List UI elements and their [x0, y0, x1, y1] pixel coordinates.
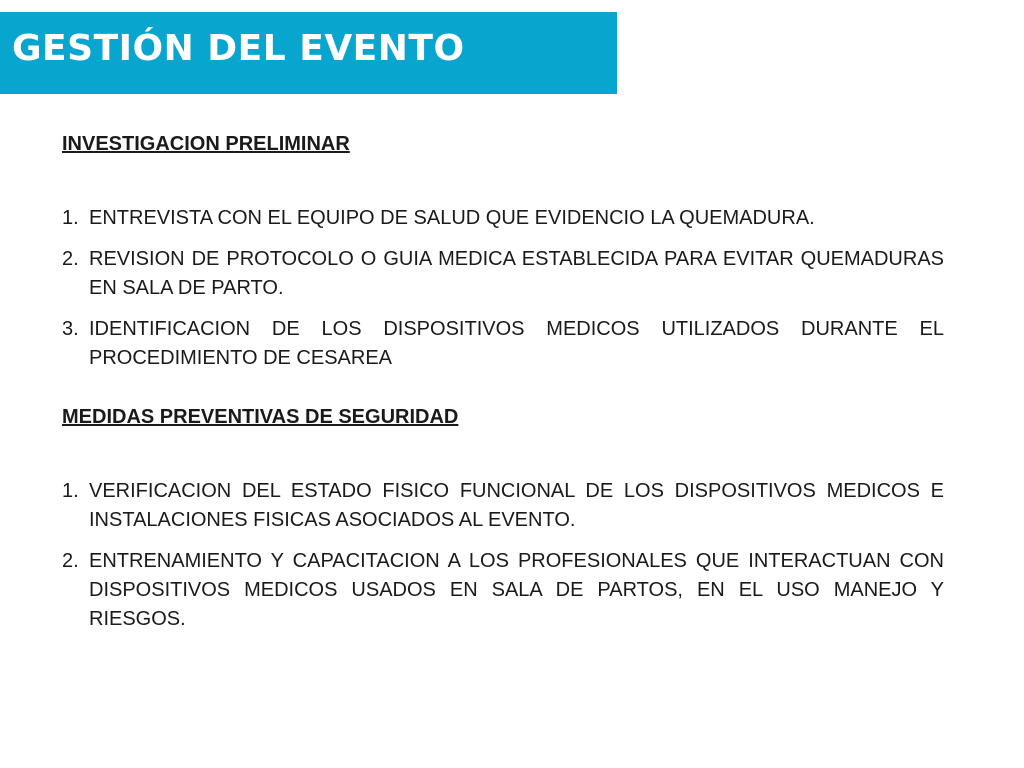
investigacion-list — [62, 204, 944, 373]
list-item-number: 1. — [62, 480, 79, 502]
list-item-number: 2. — [62, 248, 79, 270]
list-item-text: ENTREVISTA CON EL EQUIPO DE SALUD QUE EVIDENCIO LA QUEMADURA. — [89, 207, 815, 229]
list-item-text: IDENTIFICACION DE LOS DISPOSITIVOS MEDICOS UTILIZADOS DURANTE EL PROCEDIMIENTO DE CESAREA — [89, 318, 944, 369]
list-item-number: 3. — [62, 318, 79, 340]
list-item — [62, 477, 944, 535]
list-item-number: 2. — [62, 550, 79, 572]
title-banner — [0, 12, 617, 94]
list-item-text: VERIFICACION DEL ESTADO FISICO FUNCIONAL DE LOS DISPOSITIVOS MEDICOS E INSTALACIONES FISICAS ASOCIADOS AL EVENTO. — [89, 480, 944, 531]
list-item — [62, 245, 944, 303]
list-item — [62, 547, 944, 634]
page-title: GESTIÓN DEL EVENTO — [12, 28, 465, 69]
section-heading-medidas: MEDIDAS PREVENTIVAS DE SEGURIDAD — [62, 406, 459, 428]
list-item-text: REVISION DE PROTOCOLO O GUIA MEDICA ESTABLECIDA PARA EVITAR QUEMADURAS EN SALA DE PARTO. — [89, 248, 944, 299]
list-item — [62, 315, 944, 373]
section-heading-investigacion: INVESTIGACION PRELIMINAR — [62, 133, 350, 155]
list-item-number: 1. — [62, 207, 79, 229]
list-item — [62, 204, 944, 233]
slide-content — [62, 130, 944, 646]
medidas-list — [62, 477, 944, 634]
list-item-text: ENTRENAMIENTO Y CAPACITACION A LOS PROFESIONALES QUE INTERACTUAN CON DISPOSITIVOS MEDICOS USADOS EN SALA DE PARTOS, EN EL USO MANEJO Y RIESGOS. — [89, 550, 944, 630]
